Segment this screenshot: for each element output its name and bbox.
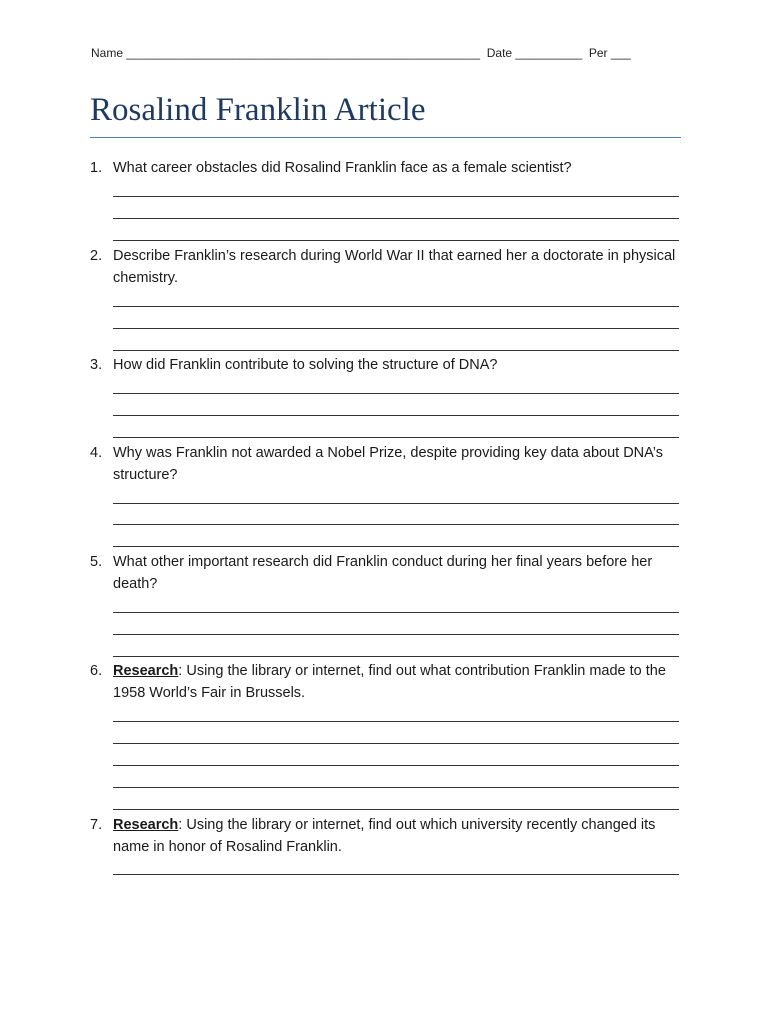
question-text bbox=[113, 814, 680, 858]
question-6 bbox=[90, 660, 680, 704]
answer-line[interactable] bbox=[113, 634, 679, 635]
answer-line[interactable] bbox=[113, 743, 679, 744]
answer-line[interactable] bbox=[113, 765, 679, 766]
answer-line[interactable] bbox=[113, 437, 679, 438]
answer-line[interactable] bbox=[113, 393, 679, 394]
research-label: Research bbox=[113, 817, 179, 833]
question-body: : Using the library or internet, find out which university recently changed its name in honor of Rosalind Franklin. bbox=[113, 817, 656, 855]
name-date-period-line: Name _____________________________________________________ Date __________ Per ___ bbox=[91, 46, 631, 60]
answer-line[interactable] bbox=[113, 218, 679, 219]
answer-line[interactable] bbox=[113, 546, 679, 547]
question-5 bbox=[90, 551, 680, 595]
answer-line[interactable] bbox=[113, 874, 679, 875]
answer-line[interactable] bbox=[113, 328, 679, 329]
answer-line[interactable] bbox=[113, 787, 679, 788]
question-text: Describe Franklin’s research during World War II that earned her a doctorate in physical chemistry. bbox=[113, 248, 676, 286]
answer-line[interactable] bbox=[113, 656, 679, 657]
answer-line[interactable] bbox=[113, 196, 679, 197]
page-title: Rosalind Franklin Article bbox=[90, 92, 426, 128]
answer-line[interactable] bbox=[113, 240, 679, 241]
question-7 bbox=[90, 814, 680, 858]
question-text: What career obstacles did Rosalind Franklin face as a female scientist? bbox=[113, 160, 572, 176]
question-text: How did Franklin contribute to solving the structure of DNA? bbox=[113, 357, 498, 373]
question-number: 7. bbox=[90, 817, 103, 833]
question-text bbox=[113, 660, 680, 704]
question-number: 3. bbox=[90, 357, 103, 373]
answer-line[interactable] bbox=[113, 524, 679, 525]
question-text: What other important research did Franklin conduct during her final years before her death? bbox=[113, 554, 653, 592]
question-number: 5. bbox=[90, 554, 103, 570]
question-number: 6. bbox=[90, 663, 103, 679]
question-2 bbox=[90, 245, 680, 289]
question-1 bbox=[90, 157, 680, 179]
question-number: 4. bbox=[90, 445, 103, 461]
question-number: 1. bbox=[90, 160, 103, 176]
answer-line[interactable] bbox=[113, 306, 679, 307]
question-4 bbox=[90, 442, 680, 486]
question-text: Why was Franklin not awarded a Nobel Prize, despite providing key data about DNA’s structure? bbox=[113, 445, 663, 483]
question-number: 2. bbox=[90, 248, 103, 264]
answer-line[interactable] bbox=[113, 612, 679, 613]
question-body: : Using the library or internet, find out what contribution Franklin made to the 1958 World’s Fair in Brussels. bbox=[113, 663, 666, 701]
question-3 bbox=[90, 354, 680, 376]
research-label: Research bbox=[113, 663, 179, 679]
answer-line[interactable] bbox=[113, 415, 679, 416]
title-underline bbox=[90, 137, 681, 138]
answer-line[interactable] bbox=[113, 721, 679, 722]
answer-line[interactable] bbox=[113, 809, 679, 810]
answer-line[interactable] bbox=[113, 503, 679, 504]
answer-line[interactable] bbox=[113, 350, 679, 351]
